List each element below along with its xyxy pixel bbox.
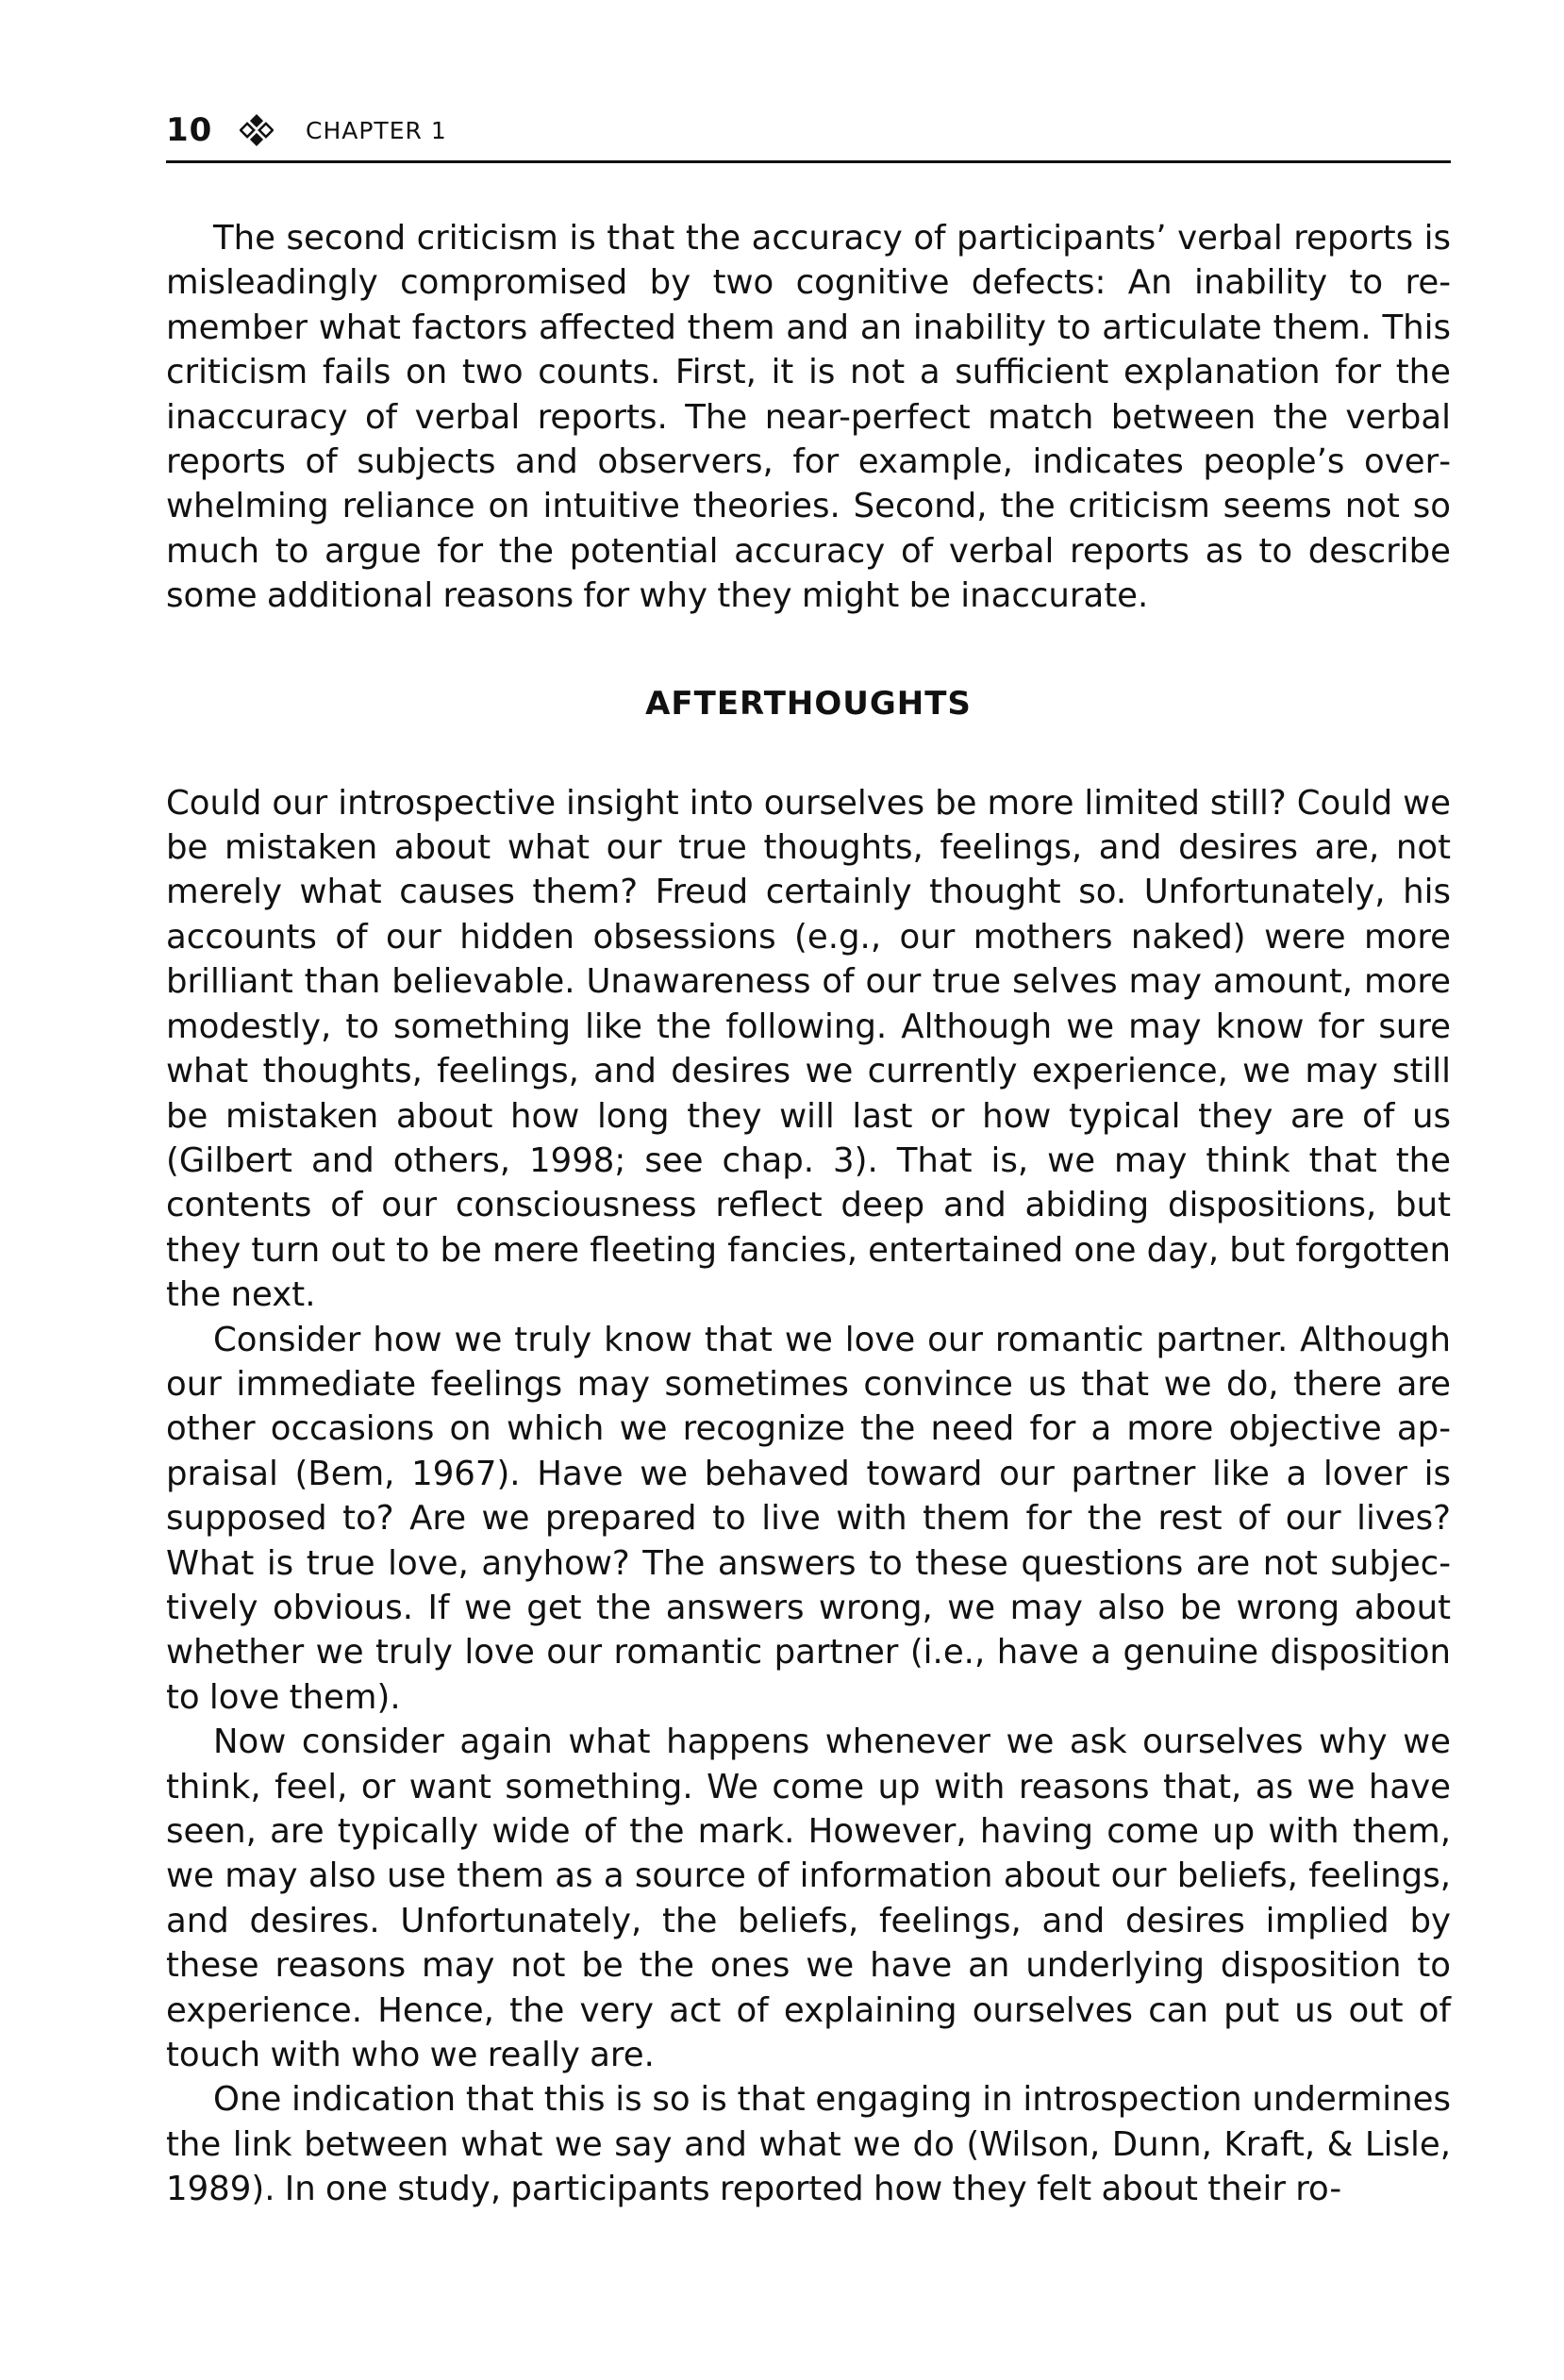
body-paragraph: Now consider again what happens whenever we ask ourselves why we think, feel, or want something. We come up with reasons that, as we have seen, are typically wide of the mark. However, having come up with them, we may also use them as a source of information about our beliefs, feelings, and desires. Unfortunately, the beliefs, feelings, and desires implied by these reasons may not be the ones we have an underlying disposition to experience. Hence, the very act of explaining ourselves can put us out of touch with who we really are. [166, 1723, 1451, 2075]
body-paragraph: One indication that this is so is that engaging in introspection undermines the link between what we say and what we do (Wilson, Dunn, Kraft, & Lisle, 1989). In one study, participants reported how they felt about their ro- [166, 2080, 1451, 2209]
chapter-label: CHAPTER 1 [306, 116, 447, 144]
diamond-ornament-icon [240, 113, 274, 147]
running-head [166, 106, 1451, 155]
header-rule [166, 160, 1451, 163]
book-page [166, 106, 1451, 2212]
page-number: 10 [166, 111, 213, 149]
body-paragraph: Consider how we truly know that we love our romantic partner. Although our immediate feelings may sometimes convince us that we do, there are other occasions on which we recognize the need for a more objective appraisal (Bem, 1967). Have we behaved toward our partner like a lover is supposed to? Are we prepared to live with them for the rest of our lives? What is true love, anyhow? The answers to these questions are not subjectively obvious. If we get the answers wrong, we may also be wrong about whether we truly love our romantic partner (i.e., have a genuine disposition to love them). [166, 1320, 1451, 1717]
section-heading: AFTERTHOUGHTS [645, 684, 972, 723]
body-paragraph: Could our introspective insight into ourselves be more limited still? Could we be mistaken about what our true thoughts, feelings, and desires are, not merely what causes them? Freud certainly thought so. Unfortunately, his accounts of our hidden obsessions (e.g., our mothers naked) were more brilliant than believable. Unawareness of our true selves may amount, more modestly, to something like the following. Although we may know for sure what thoughts, feelings, and desires we currently experience, we may still be mistaken about how long they will last or how typical they are of us (Gilbert and others, 1998; see chap. 3). That is, we may think that the contents of our consciousness reflect deep and abiding dispositions, but they turn out to be mere fleeting fancies, entertained one day, but forgotten the next. [166, 783, 1451, 1315]
body-paragraph: The second criticism is that the accuracy of participants’ verbal reports is misleadingly compromised by two cognitive defects: An inability to remember what factors affected them and an inability to articulate them. This criticism fails on two counts. First, it is not a sufficient explanation for the inaccuracy of verbal reports. The near-perfect match between the verbal reports of subjects and observers, for example, indicates people’s overwhelming reliance on intuitive theories. Second, the criticism seems not so much to argue for the potential accuracy of verbal reports as to describe some additional reasons for why they might be inaccurate. [166, 219, 1451, 616]
